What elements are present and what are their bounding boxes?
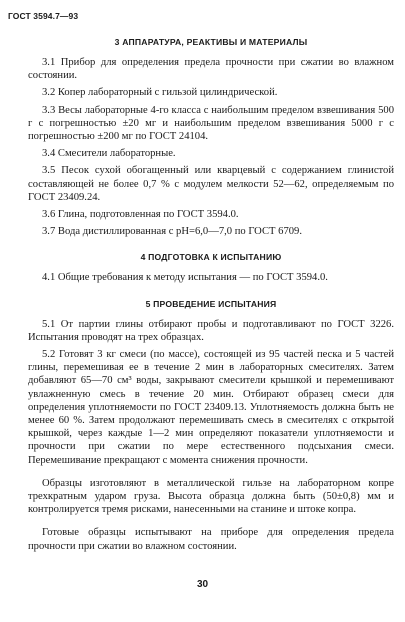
section-4-heading: 4 ПОДГОТОВКА К ИСПЫТАНИЮ (140, 252, 282, 263)
section-3-heading: 3 АППАРАТУРА, РЕАКТИВЫ И МАТЕРИАЛЫ (114, 37, 308, 47)
paragraph-specimens: Образцы изготовляют в металлической гильзе на лабораторном копре трехкратным ударом груза. Высота образца должна быть (50±0,8) мм и контролируется тремя рисками, нанесенными на станине и штоке копра. (28, 477, 394, 516)
document-body (28, 36, 394, 557)
page-number: 30 (196, 579, 209, 590)
paragraph-5-1: 5.1 От партии глины отбирают пробы и подготавливают по ГОСТ 3226. Испытания проводят на трех образцах. (28, 318, 394, 343)
paragraph-5-2: 5.2 Готовят 3 кг смеси (по массе), состоящей из 95 частей песка и 5 частей глины, перемешивая ее в течение 2 мин в лабораторных смесителях. Затем добавляют 65—70 см³ воды, закрывают смесители крышкой и перемешивают увлажненную смесь в течение 20 мин. Отбирают образец смеси для определения уплотняемости по ГОСТ 23409.13. Уплотняемость должна быть не менее 60 %. Затем продолжают перемешивать смесь в смесителях с открытой крышкой, через каждые 1—2 мин определяют показатели уплотняемости и прочности при сжатии по мере естественного подсыхания смеси. Перемешивание прекращают с момента снижения прочности. (28, 349, 394, 466)
paragraph-testing: Готовые образцы испытывают на приборе для определения предела прочности при сжатии во влажном состоянии. (28, 527, 394, 552)
paragraph-4-1: 4.1 Общие требования к методу испытания — по ГОСТ 3594.0. (42, 272, 328, 284)
paragraph-3-6: 3.6 Глина, подготовленная по ГОСТ 3594.0. (42, 209, 239, 221)
paragraph-3-5: 3.5 Песок сухой обогащенный или кварцевый с содержанием глинистой составляющей не более 0,7 % с модулем мелкости 52—62, определяемым по ГОСТ 23409.24. (28, 165, 394, 203)
paragraph-3-2: 3.2 Копер лабораторный с гильзой цилиндрической. (42, 87, 278, 99)
paragraph-3-3: 3.3 Весы лабораторные 4-го класса с наибольшим пределом взвешивания 500 г с погрешностью ±20 мг и наибольшим пределом взвешивания 5000 г с погрешностью ±200 мг по ГОСТ 24104. (28, 104, 394, 143)
paragraph-3-1: 3.1 Прибор для определения предела прочности при сжатии во влажном состоянии. (28, 57, 394, 82)
paragraph-3-7: 3.7 Вода дистиллированная с pH=6,0—7,0 по ГОСТ 6709. (42, 226, 302, 238)
section-5-heading: 5 ПРОВЕДЕНИЕ ИСПЫТАНИЯ (145, 298, 277, 309)
document-code-header: ГОСТ 3594.7—93 (8, 11, 79, 21)
paragraph-3-4: 3.4 Смесители лабораторные. (42, 148, 176, 160)
